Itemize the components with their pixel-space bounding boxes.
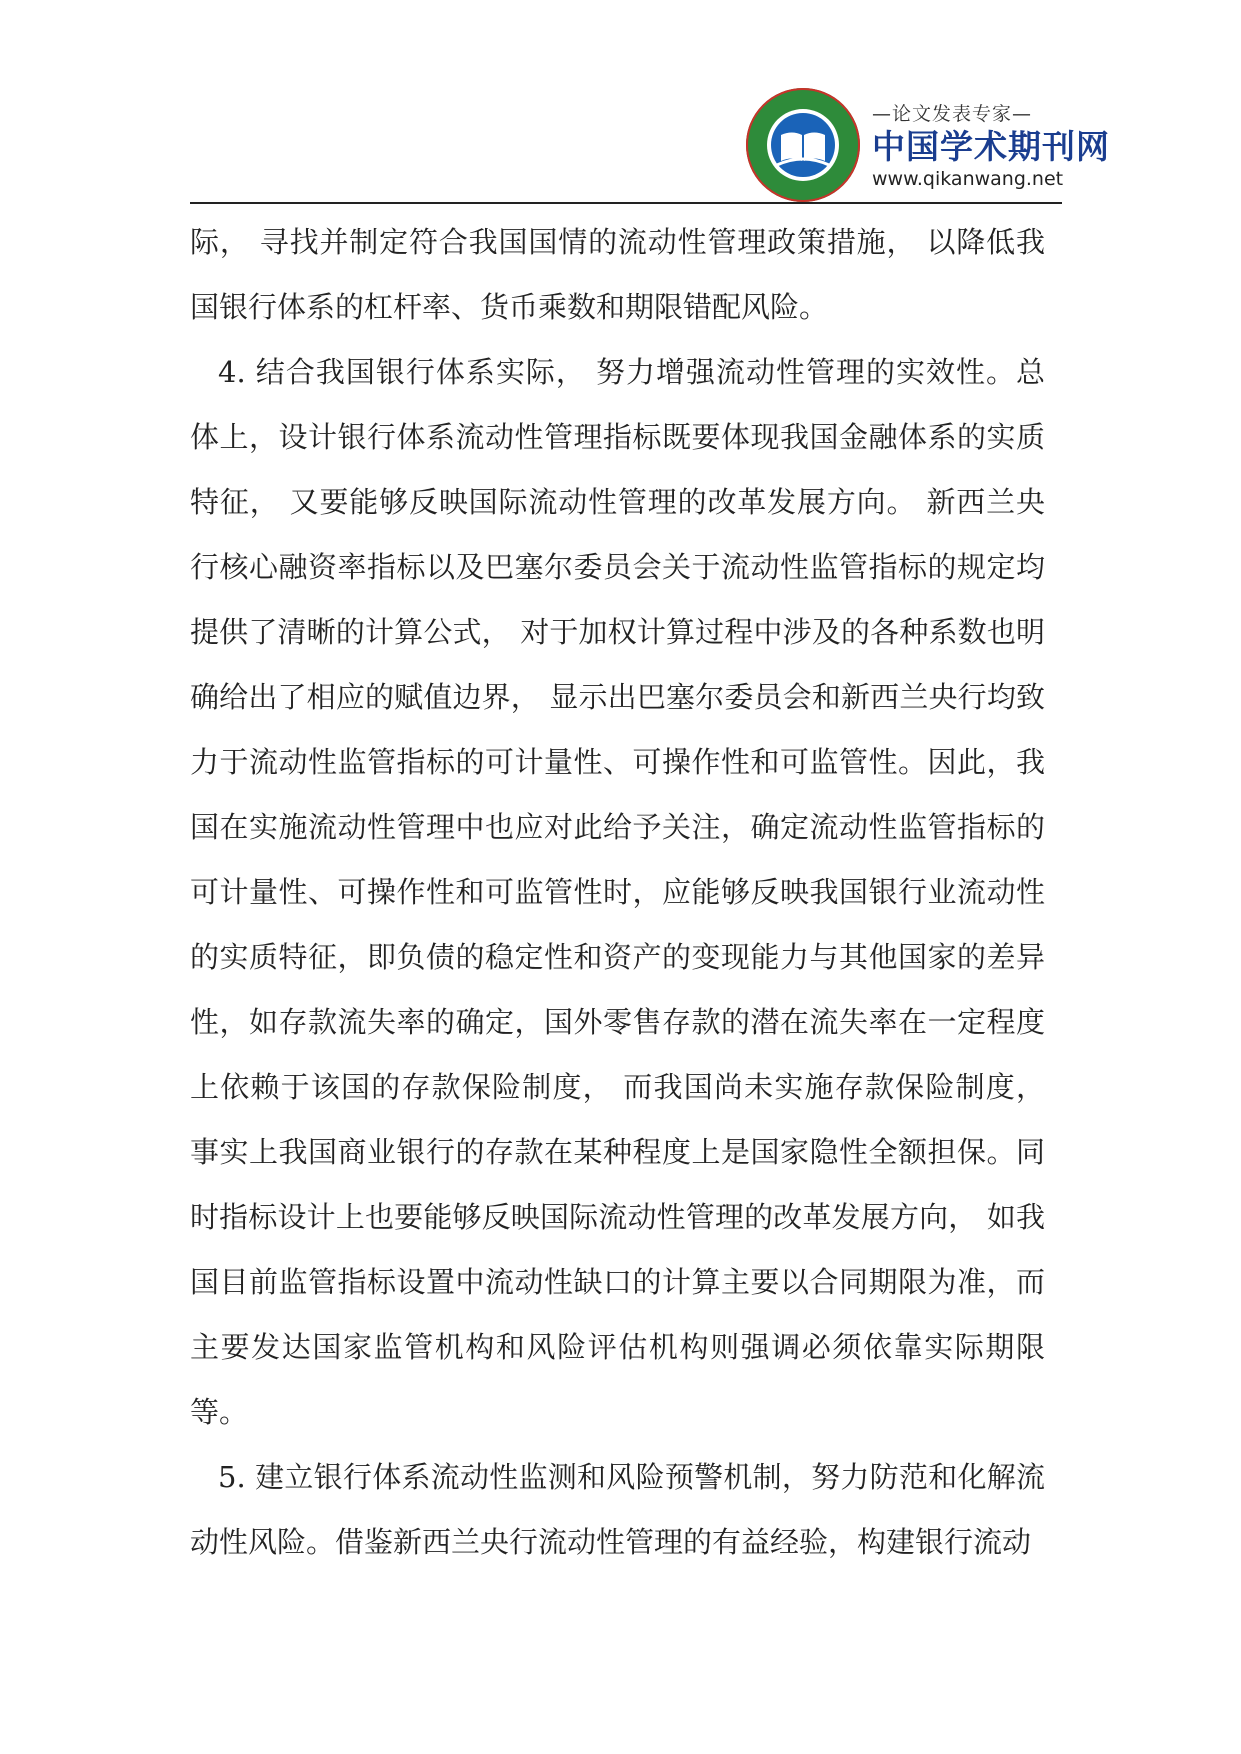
header-divider [190,202,1062,204]
brand-name: 中国学术期刊网 [872,127,1110,166]
header-slogan: —论文发表专家— [872,103,1033,125]
paragraph-point-5: 5. 建立银行体系流动性监测和风险预警机制，努力防范和化解流动性风险。借鉴新西兰央行流动性管理的有益经验，构建银行流动 [190,1460,1045,1559]
logo-emblem-icon [743,85,863,205]
paragraph-point-4: 4. 结合我国银行体系实际， 努力增强流动性管理的实效性。总体上，设计银行体系流动性管理指标既要体现我国金融体系的实质特征， 又要能够反映国际流动性管理的改革发展方向。 新西兰央行核心融资率指标以及巴塞尔委员会关于流动性监管指标的规定均提供了清晰的计算公式， 对于加权计算过程中涉及的各种系数也明确给出了相应的赋值边界， 显示出巴塞尔委员会和新西兰央行均致力于流动性监管指标的可计量性、可操作性和可监管性。因此，我国在实施流动性管理中也应对此给予关注，确定流动性监管指标的可计量性、可操作性和可监管性时，应能够反映我国银行业流动性的实质特征，即负债的稳定性和资产的变现能力与其他国家的差异性，如存款流失率的确定，国外零售存款的潜在流失率在一定程度上依赖于该国的存款保险制度， 而我国尚未实施存款保险制度， 事实上我国商业银行的存款在某种程度上是国家隐性全额担保。同时指标设计上也要能够反映国际流动性管理的改革发展方向， 如我国目前监管指标设置中流动性缺口的计算主要以合同期限为准，而主要发达国家监管机构和风险评估机构则强调必须依靠实际期限等。 [190,355,1045,1429]
document-body [190,210,1045,1575]
page-header [190,85,1110,205]
qikanwang-logo [743,85,863,205]
brand-url: www.qikanwang.net [872,168,1064,190]
paragraph-continuation: 际， 寻找并制定符合我国国情的流动性管理政策措施， 以降低我国银行体系的杠杆率、货币乘数和期限错配风险。 [190,225,1045,324]
